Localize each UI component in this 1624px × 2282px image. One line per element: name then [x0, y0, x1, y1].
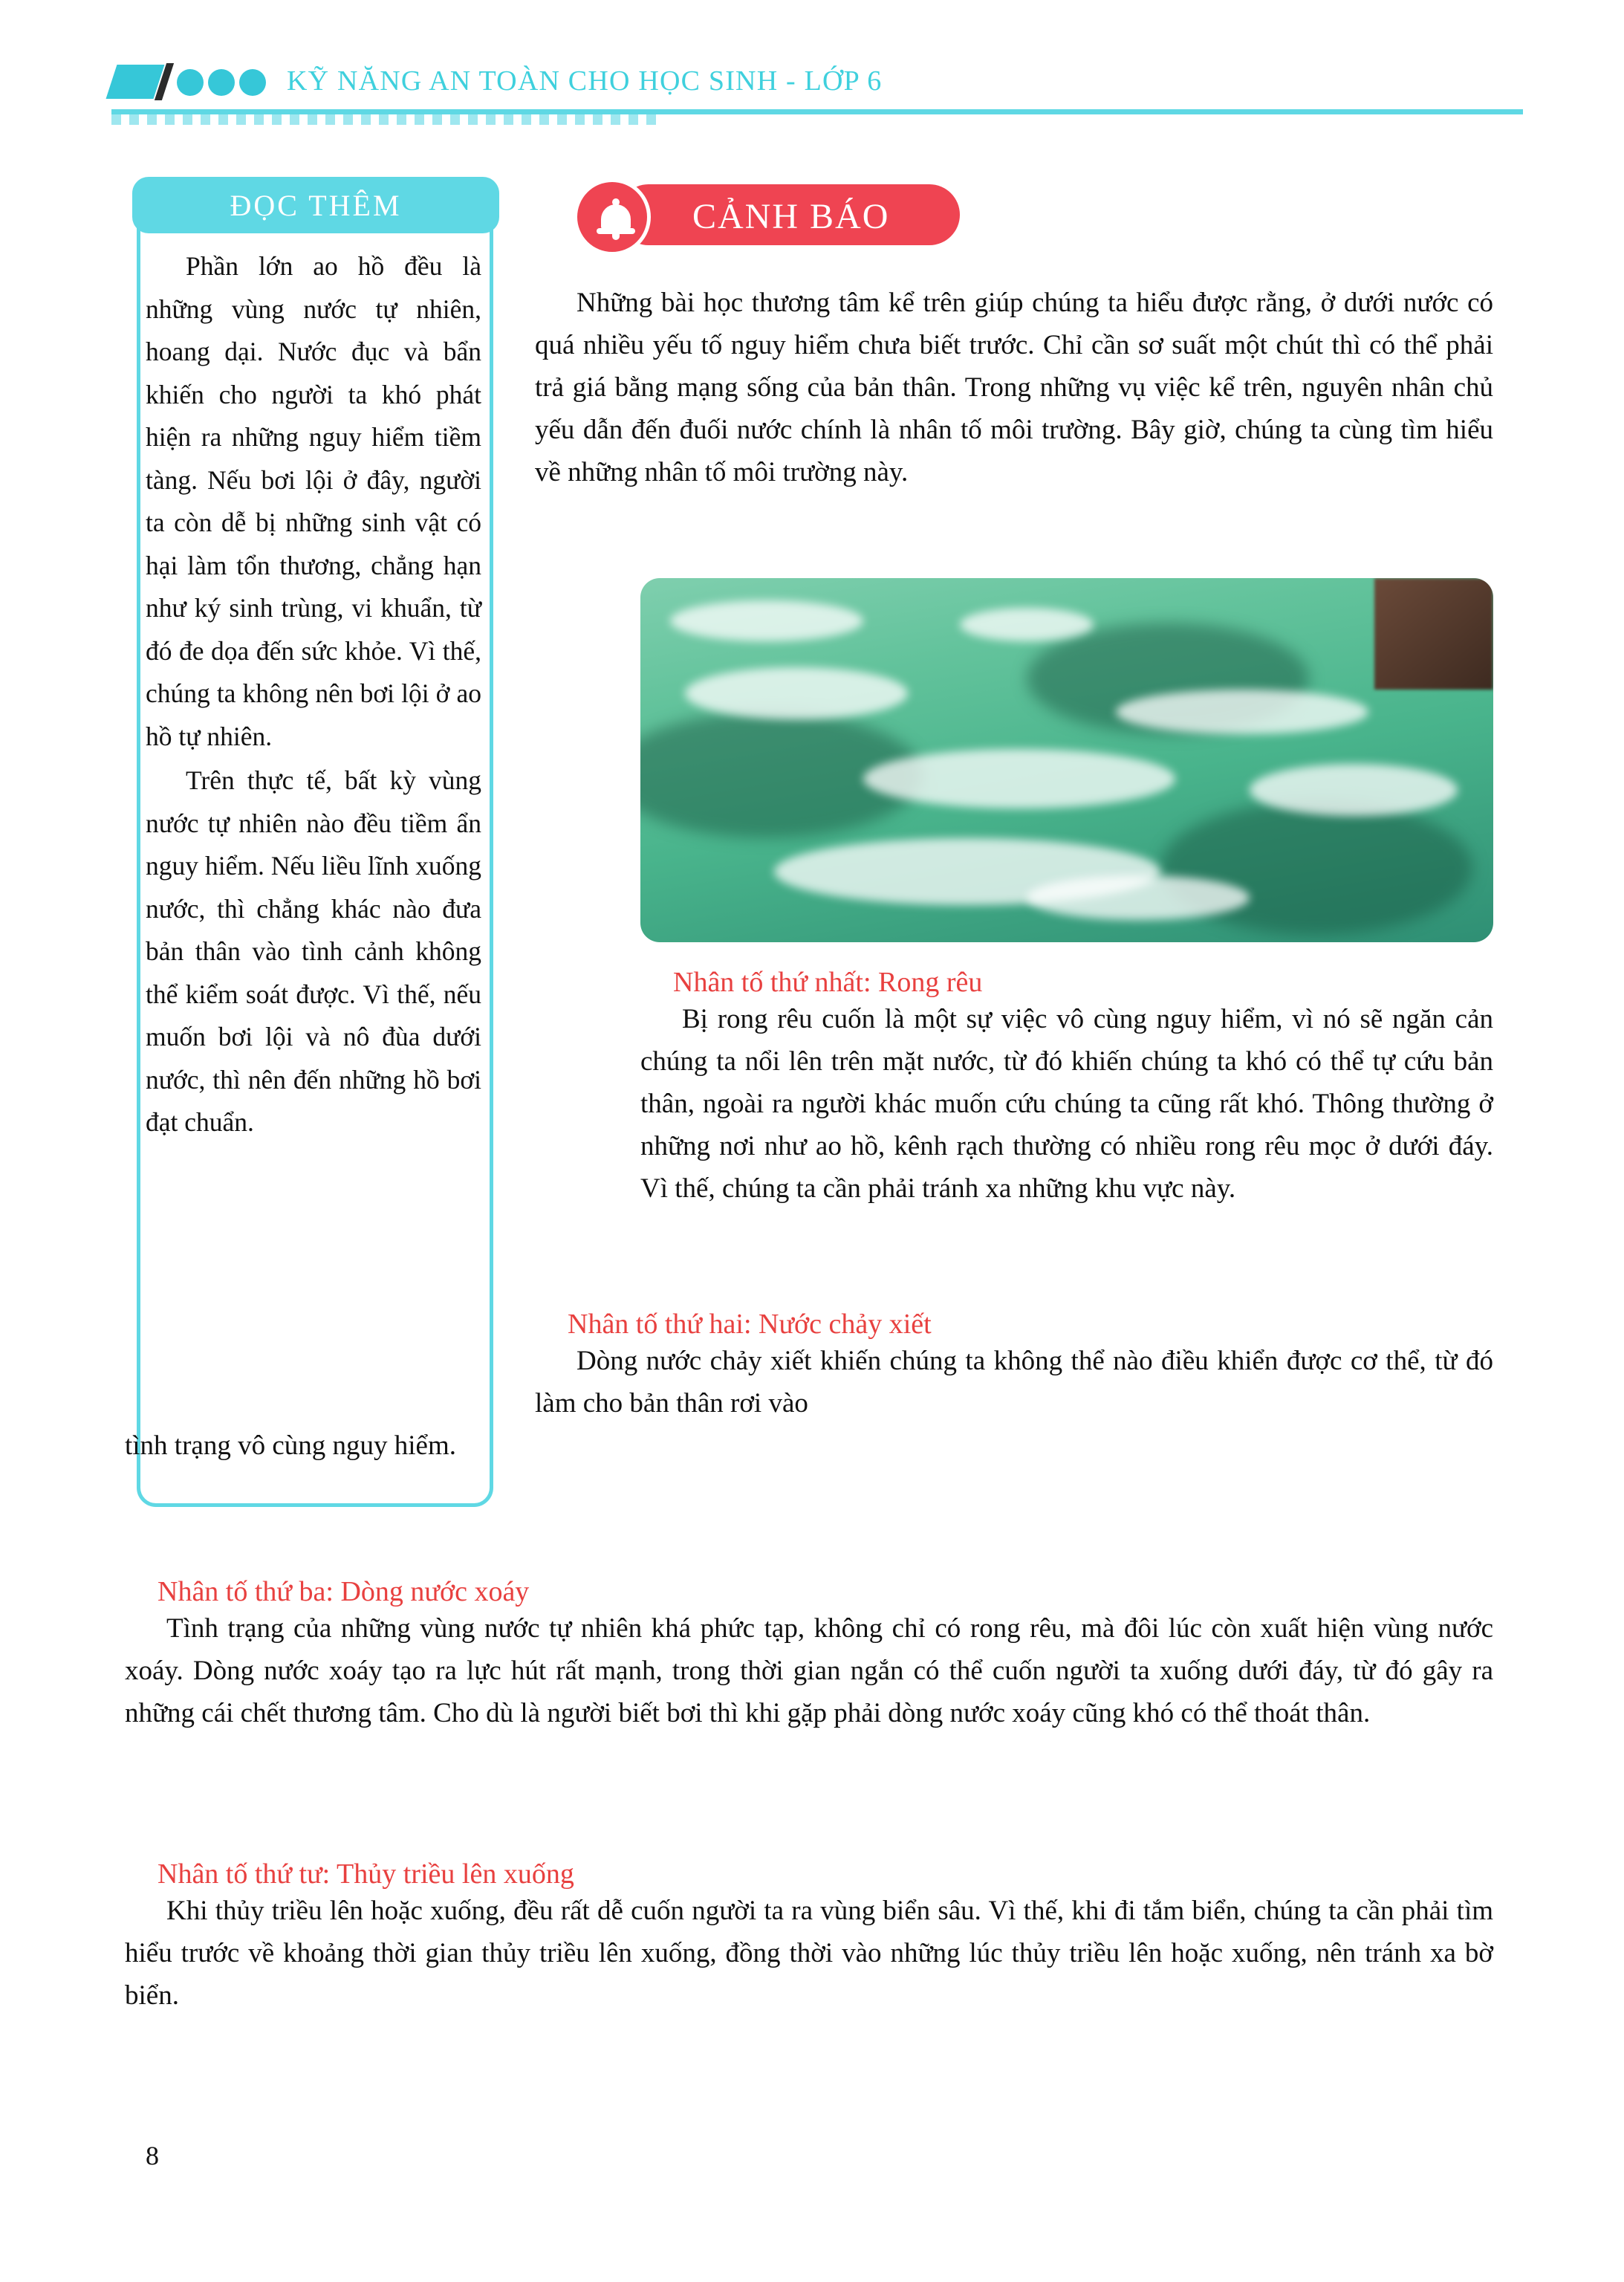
section-heading: Nhân tố thứ hai: Nước chảy xiết	[568, 1309, 932, 1340]
section-block-4	[125, 1858, 1493, 2017]
water-photo	[640, 578, 1493, 942]
intro-paragraph: Những bài học thương tâm kể trên giúp chúng ta hiểu được rằng, ở dưới nước có quá nhiều yếu tố nguy hiểm chưa biết trước. Chỉ cần sơ suất một chút thì có thể phải trả giá bằng mạng sống của bản thân. Trong những vụ việc kể trên, nguyên nhân chủ yếu dẫn đến đuối nước chính là nhân tố môi trường. Bây giờ, chúng ta cùng tìm hiểu về những nhân tố môi trường này.	[535, 288, 1493, 487]
header-title: KỸ NĂNG AN TOÀN CHO HỌC SINH - LỚP 6	[287, 65, 883, 97]
bell-icon	[597, 197, 635, 239]
warning-label: CẢNH BÁO	[692, 197, 890, 236]
page-number: 8	[146, 2141, 159, 2171]
series-logo-icon	[111, 62, 282, 108]
rock-detail	[1374, 578, 1493, 690]
section-body: Dòng nước chảy xiết khiến chúng ta không thể nào điều khiển được cơ thể, từ đó làm cho bản thân rơi vào	[535, 1346, 1493, 1419]
section-block-2-overflow	[125, 1425, 1493, 1468]
header-tick-marks	[111, 114, 676, 125]
section-block-3	[125, 1575, 1493, 1735]
intro-block	[535, 282, 1493, 494]
sidebar-label: ĐỌC THÊM	[230, 188, 402, 222]
sidebar-text	[146, 245, 481, 1144]
page-header	[111, 56, 1523, 123]
section-heading: Nhân tố thứ nhất: Rong rêu	[673, 967, 983, 998]
section-heading: Nhân tố thứ ba: Dòng nước xoáy	[157, 1576, 530, 1607]
section-body: Bị rong rêu cuốn là một sự việc vô cùng nguy hiểm, vì nó sẽ ngăn cản chúng ta nổi lên trên mặt nước, từ đó khiến chúng ta khó có thể tự cứu bản thân, ngoài ra người khác muốn cứu chúng ta cũng rất khó. Thông thường ở những nơi như ao hồ, kênh rạch thường có nhiều rong rêu mọc ở dưới đáy. Vì thế, chúng ta cần phải tránh xa những khu vực này.	[640, 1004, 1493, 1204]
sidebar-paragraph: Trên thực tế, bất kỳ vùng nước tự nhiên nào đều tiềm ẩn nguy hiểm. Nếu liều lĩnh xuống nước, thì chẳng khác nào đưa bản thân vào tình cảnh không thể kiểm soát được. Vì thế, nếu muốn bơi lội và nô đùa dưới nước, thì nên đến những hồ bơi đạt chuẩn.	[146, 765, 481, 1137]
sidebar-header-pill	[132, 177, 499, 233]
section-heading: Nhân tố thứ tư: Thủy triều lên xuống	[157, 1858, 574, 1890]
header-rule	[111, 109, 1523, 114]
section-body: Khi thủy triều lên hoặc xuống, đều rất dễ cuốn người ta ra vùng biển sâu. Vì thế, khi đi tắm biển, chúng ta cần phải tìm hiểu trước về khoảng thời gian thủy triều lên xuống, đồng thời vào những lúc thủy triều lên hoặc xuống, nên tránh xa bờ biển.	[125, 1896, 1493, 2011]
sidebar-paragraph: Phần lớn ao hồ đều là những vùng nước tự nhiên, hoang dại. Nước đục và bẩn khiến cho người ta khó phát hiện ra những nguy hiểm tiềm tàng. Nếu bơi lội ở đây, người ta còn dễ bị những sinh vật có hại làm tổn thương, chẳng hạn như ký sinh trùng, vi khuẩn, từ đó đe dọa đến sức khỏe. Vì thế, chúng ta không nên bơi lội ở ao hồ tự nhiên.	[146, 251, 481, 751]
section-body-overflow: tình trạng vô cùng nguy hiểm.	[125, 1430, 456, 1461]
section-block-2	[535, 1308, 1493, 1425]
section-body: Tình trạng của những vùng nước tự nhiên khá phức tạp, không chỉ có rong rêu, mà đôi lúc còn xuất hiện vùng nước xoáy. Dòng nước xoáy tạo ra lực hút rất mạnh, trong thời gian ngắn có thể cuốn người ta xuống dưới đáy, từ đó gây ra những cái chết thương tâm. Cho dù là người biết bơi thì khi gặp phải dòng nước xoáy cũng khó có thể thoát thân.	[125, 1613, 1493, 1728]
warning-banner	[574, 184, 960, 248]
warning-badge	[574, 178, 651, 256]
section-block-1	[640, 966, 1493, 1210]
